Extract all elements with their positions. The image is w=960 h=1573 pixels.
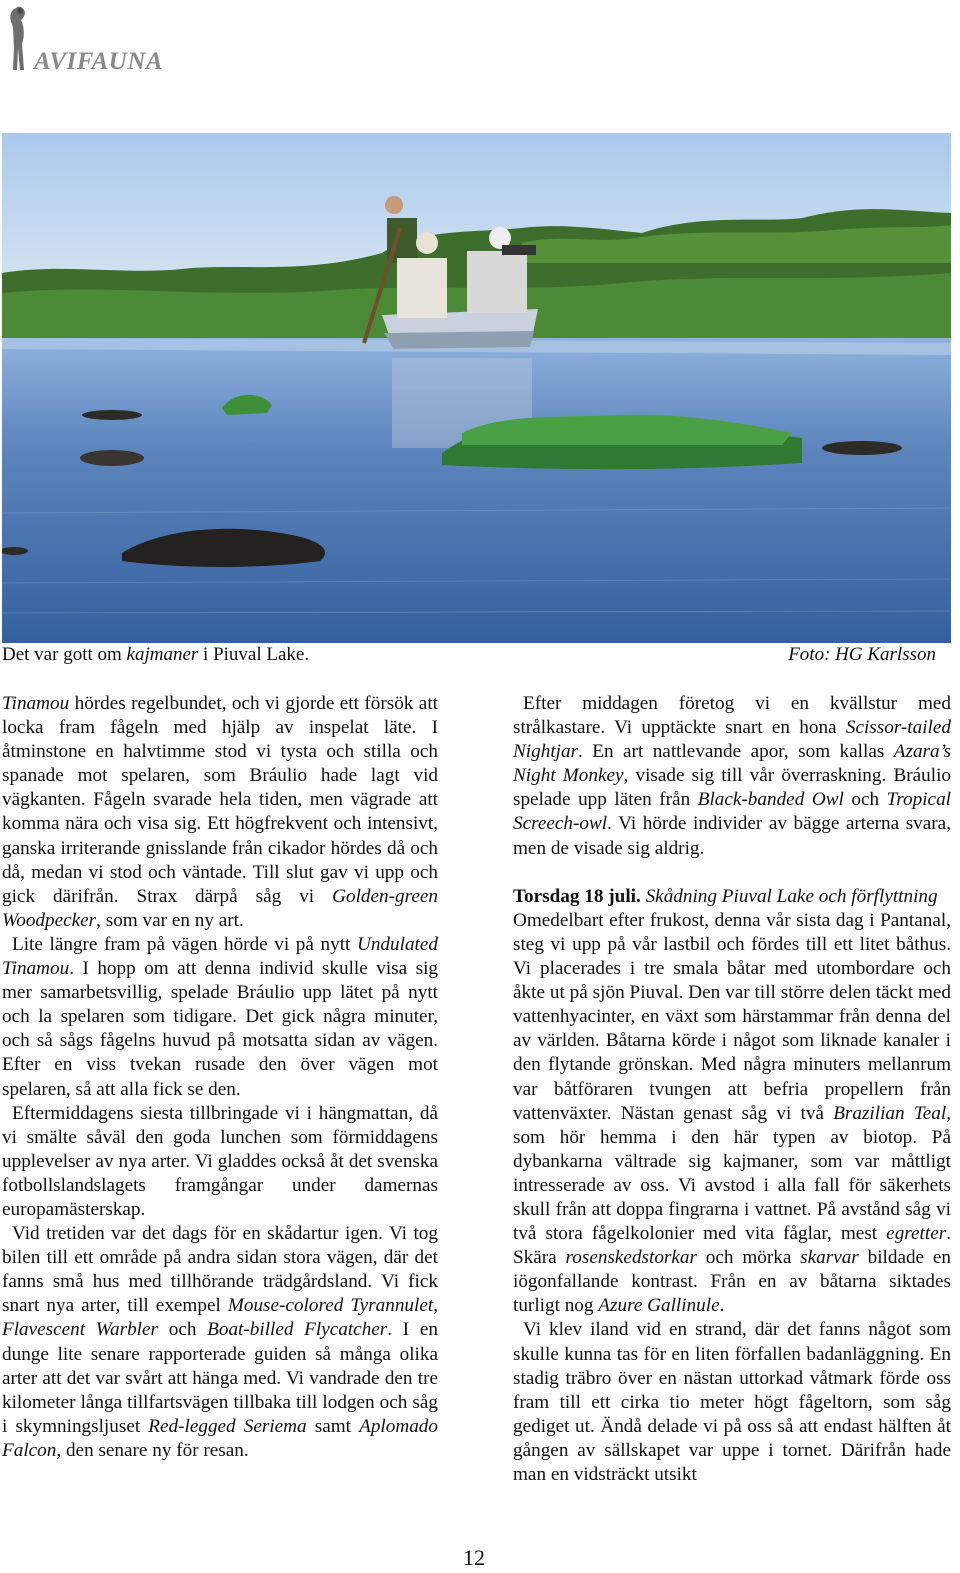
text-run: samt	[306, 1415, 360, 1437]
text-run: . En art nattlevande apor, som kallas	[578, 741, 894, 763]
species-name: Black-banded Owl	[697, 789, 844, 811]
species-name: Flavescent Warbler	[2, 1319, 159, 1341]
left-paragraph-3	[2, 1102, 438, 1222]
species-name: Scissor-tailed Nightjar	[513, 717, 951, 763]
right-column	[513, 692, 951, 1487]
day-heading-bold: Torsdag 18 juli.	[513, 885, 641, 907]
species-name: Golden-green Woodpecker	[2, 885, 438, 931]
text-run: Omedelbart efter frukost, denna vår sista dag i Pantanal, steg vi upp på vår lastbil och fördes till ett litet båthus. Vi placerades i tre smala båtar med utombordare och åkte ut på sjön Piuval. Den var till större delen täckt med vattenhyacinter, en växt som härstammar från denna del av världen. Båtarna körde i något som liknade kanaler i den flytande grönskan. Med några minuters mellanrum var båtföraren tvungen att befria propellern från vattenväxter. Nästan genast såg vi två	[513, 909, 951, 1124]
text-run: , visade sig till vår överraskning. Bráulio spelade upp läten från	[513, 765, 951, 811]
right-paragraph-3	[513, 1318, 951, 1487]
text-run: . Skära	[513, 1223, 951, 1269]
bird-figure-icon	[4, 4, 34, 74]
logo-text: AVIFAUNA	[34, 48, 164, 75]
caption-suffix: i Piuval Lake.	[198, 644, 310, 665]
text-run: och mörka	[696, 1247, 801, 1269]
day-heading	[513, 885, 951, 909]
text-run: Vi klev iland vid en strand, där det fanns något som skulle kunna tas för en liten förfallen badanläggning. En stadig träbro över en nästan uttorkad våtmark förde oss fram till ett cirka tio meter högt fågeltorn, som såg gediget ut. Ändå delade vi på oss så att endast hälften åt gången av sällskapet var uppe i tornet. Därifrån hade man en vidsträckt utsikt	[513, 1319, 951, 1485]
species-name: Undulated Tinamou	[2, 933, 438, 980]
text-run: Vid tretiden var det dags för en skådartur igen. Vi tog bilen till ett område på andra sidan stora vägen, där det fanns små hus med tillhörande trädgårdsland. Vi fick snart nya arter, till exempel	[2, 1223, 438, 1317]
caption-prefix: Det var gott om	[2, 644, 127, 665]
right-paragraph-1	[513, 692, 951, 861]
text-run: Eftermiddagens siesta tillbringade vi i hängmattan, då vi smälte såväl den goda lunchen som förmiddagens upplevelser av nya arter. Vi gladdes också åt det svenska fotbollslandslagets framgångar under damernas europamästerskap.	[2, 1102, 438, 1220]
species-name: Tropical Screech-owl	[513, 789, 951, 835]
species-name: Boat-billed Flycatcher	[207, 1319, 388, 1341]
species-name: Red-legged Seriema	[148, 1415, 307, 1437]
text-run: . I hopp om att denna individ skulle visa sig mer samarbetsvillig, spelade Bráulio upp lätet på nytt och la spelaren som tidigare. Det gick några minuter, och så sågs fågelns huvud på motsatta sidan av vägen. Efter en viss tvekan rusade den över vägen mot spelaren, så att alla fick se den.	[2, 958, 438, 1100]
lake-photo-illustration	[2, 133, 951, 643]
text-run: bildade en iögonfallande kontrast. Från en av båtarna siktades turligt nog	[513, 1247, 951, 1317]
text-run: , den senare ny för resan.	[56, 1439, 249, 1461]
text-run: Lite längre fram på vägen hörde vi på nytt	[12, 933, 357, 955]
photo-credit: Foto: HG Karlsson	[788, 644, 936, 665]
text-run: , som hör hemma i den här typen av biotop. På dybankarna vältrade sig kajmaner, som var måttligt intresserade av oss. Vi avstod i alla fall för säkerhets skull från att doppa fingrarna i vattnet. På avstånd såg vi två stora fågelkolonier med vita fåglar, mest	[513, 1102, 951, 1245]
species-name: Aplomado Falcon	[2, 1415, 438, 1461]
right-paragraph-2	[513, 909, 951, 1319]
species-name: rosenskedstorkar	[565, 1247, 697, 1269]
photo-caption	[2, 644, 309, 666]
species-name: Mouse-colored Tyrannulet	[227, 1295, 434, 1317]
text-run: , som var en ny art.	[96, 909, 244, 931]
text-run: och	[158, 1319, 208, 1341]
text-run: hördes regelbundet, och vi gjorde ett försök att locka fram fågeln med hjälp av inspelat läte. I åtminstone en halvtimme stod vi tysta och stilla och spanade mot spelaren, som Bráulio hade lagt vid vägkanten. Fågeln svarade hela tiden, men vägrade att komma nära och visa sig. Ett högfrekvent och intensivt, ganska irriterande gnisslande från cikador hördes då och då, medan vi stod och väntade. Till slut gav vi upp och gick därifrån. Strax därpå såg vi	[2, 693, 438, 907]
left-paragraph-1	[2, 692, 438, 933]
lake-photo	[2, 133, 951, 643]
text-run: .	[719, 1295, 725, 1317]
left-paragraph-2	[2, 933, 438, 1102]
left-paragraph-4	[2, 1222, 438, 1463]
avifauna-logo	[4, 4, 204, 74]
page-number: 12	[463, 1545, 485, 1570]
species-name: skarvar	[800, 1247, 859, 1269]
text-run: . I en dunge lite senare rapporterade guiden så många olika arter att det var svårt att hänga med. Vi vandrade den tre kilometer långa tillfartsvägen tillbaka till lodgen och såg i skymningsljuset	[2, 1319, 438, 1437]
text-run: . Vi hörde individer av bägge arterna svara, men de visade sig aldrig.	[513, 813, 951, 859]
caption-italic: kajmaner	[126, 644, 199, 665]
species-name: Tinamou	[2, 693, 70, 714]
species-name: Azara’s Night Monkey	[513, 741, 951, 787]
day-heading-italic: Skådning Piuval Lake och förflyttning	[640, 885, 938, 907]
left-column	[2, 692, 438, 1463]
text-run: ,	[433, 1295, 438, 1317]
text-run: Efter middagen företog vi en kvällstur med strålkastare. Vi upptäckte snart en hona	[513, 693, 951, 739]
species-name: Azure Gallinule	[598, 1295, 720, 1317]
text-run: och	[843, 789, 887, 811]
species-name: egretter	[886, 1223, 947, 1245]
species-name: Brazilian Teal	[833, 1102, 947, 1124]
